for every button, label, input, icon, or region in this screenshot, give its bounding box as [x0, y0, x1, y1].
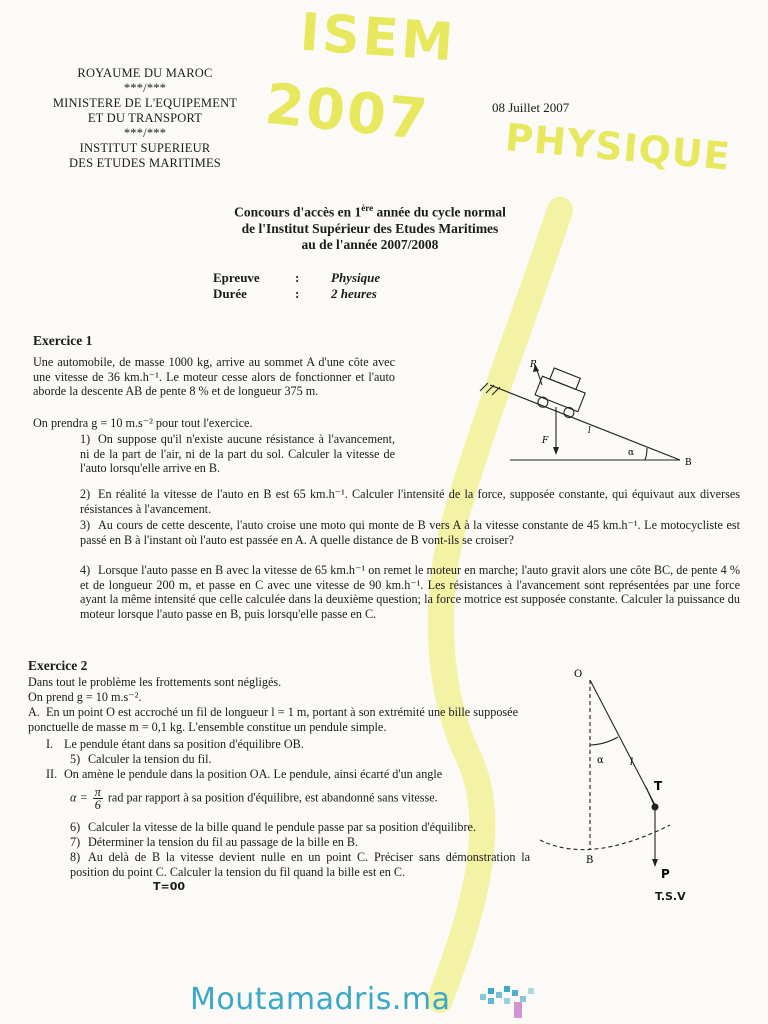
site-logo: Moutamadris.ma — [190, 982, 451, 1017]
question-3 — [80, 518, 740, 547]
contest-line2: de l'Institut Supérieur des Etudes Maritimes — [241, 220, 499, 236]
question-number: 3) — [80, 518, 91, 532]
section-i — [46, 737, 516, 752]
question-4 — [80, 563, 740, 621]
label-alpha: α — [628, 448, 635, 458]
epreuve-value: Physique — [331, 270, 381, 285]
pendulum-thread — [590, 680, 655, 805]
question-6 — [70, 820, 540, 835]
label-l: l — [630, 757, 634, 768]
contest-line1: Concours d'accès en 1 — [234, 204, 362, 220]
frac-numerator: π — [94, 785, 101, 799]
question-number: 5) — [70, 752, 81, 766]
alpha-rest: rad par rapport à sa position d'équilibre, est abandonné sans vitesse. — [107, 790, 438, 805]
label-l: l — [588, 426, 591, 436]
colon: : — [295, 286, 300, 301]
exercise1-g: On prendra g = 10 m.s⁻² pour tout l'exercice. — [33, 416, 253, 430]
incline-slope — [490, 385, 680, 460]
question-5 — [70, 752, 510, 767]
alpha-line — [70, 786, 530, 811]
header-line: DES ETUDES MARITIMES — [69, 156, 221, 170]
section-label: I. — [46, 737, 54, 751]
question-number: 4) — [80, 563, 91, 577]
figure-caption: T.S.V — [655, 890, 686, 903]
handwritten-subject: PHYSIQUE — [503, 115, 733, 179]
header-line: INSTITUT SUPERIEUR — [79, 141, 211, 155]
question-number: 7) — [70, 835, 81, 849]
header-separator: ***/*** — [123, 126, 167, 140]
section-ii — [46, 767, 526, 782]
header-line: ET DU TRANSPORT — [87, 111, 203, 125]
epreuve-label: Epreuve — [213, 270, 260, 285]
frac-denominator: 6 — [94, 798, 101, 812]
header-line: MINISTERE DE L'EQUIPEMENT — [52, 96, 238, 110]
exercise1-title: Exercice 1 — [33, 333, 93, 348]
exercise2-intro1: Dans tout le problème les frottements sont négligés. — [28, 675, 282, 689]
duree-value: 2 heures — [331, 286, 377, 301]
label-B: B — [685, 458, 692, 468]
handwritten-isem: ISEM — [298, 2, 458, 74]
label-F: F — [542, 436, 549, 446]
part-a-text: En un point O est accroché un fil de longueur l = 1 m, portant à son extrémité une bille supposée ponctuelle de masse m = 0,1 kg. L'ensemble constitue un pendule simple. — [28, 705, 518, 734]
contest-line1-end: année du cycle normal — [373, 204, 506, 220]
question-text: Au delà de B la vitesse devient nulle en un point C. Préciser sans démonstration la position du point C. Calculer la tension du fil quand la bille est en C. — [70, 850, 530, 879]
question-text: Calculer la vitesse de la bille quand le pendule passe par sa position d'équilibre. — [88, 820, 477, 834]
contest-sup: ère — [361, 203, 374, 213]
question-2 — [80, 487, 740, 516]
handwritten-year: 2007 — [262, 71, 432, 154]
trajectory-arc — [540, 825, 670, 850]
header-separator: ***/*** — [123, 81, 167, 95]
question-text: Calculer la tension du fil. — [88, 752, 212, 766]
exam-date: 08 Juillet 2007 — [492, 100, 570, 115]
part-label: A. — [28, 705, 40, 719]
question-text: Au cours de cette descente, l'auto croise une moto qui monte de B vers A à la vitesse constante de 45 km.h⁻¹. Le motocycliste est passé en B à l'instant où l'auto est passée en A. A quelle distance de B vont-ils se croiser? — [80, 518, 740, 547]
car-body — [532, 365, 590, 420]
exercise2-title: Exercice 2 — [28, 658, 88, 673]
header-line: ROYAUME DU MAROC — [77, 66, 213, 80]
alpha-equation: α = — [70, 790, 88, 805]
question-number: 6) — [70, 820, 81, 834]
hatching — [480, 383, 500, 395]
label-O: O — [574, 669, 583, 680]
contest-line3: au de l'année 2007/2008 — [301, 236, 439, 252]
contest-title — [190, 200, 550, 253]
section-text: On amène le pendule dans la position OA. Le pendule, ainsi écarté d'un angle — [64, 767, 443, 781]
exam-info — [213, 270, 380, 302]
label-P: P — [661, 867, 670, 881]
question-8 — [70, 850, 530, 879]
label-alpha: α — [597, 755, 604, 766]
handwritten-annotation: T=00 — [153, 880, 186, 893]
section-text: Le pendule étant dans sa position d'équilibre OB. — [64, 737, 304, 751]
question-number: 1) — [80, 432, 91, 446]
exercise1-intro: Une automobile, de masse 1000 kg, arrive au sommet A d'une côte avec une vitesse de 36 km.h⁻¹. Le moteur cesse alors de fonctionner et l'auto aborde la descente AB de pente 8 % et de longueur 375 m. — [33, 355, 395, 399]
exercise2-intro2: On prend g = 10 m.s⁻². — [28, 690, 142, 704]
question-text: On suppose qu'il n'existe aucune résistance à l'avancement, ni de la part de l'air, ni de la part du sol. Calculer la vitesse de l'auto lorsqu'elle arrive en B. — [80, 432, 395, 476]
logo-tiles-icon — [480, 984, 550, 1020]
label-T: T — [654, 779, 663, 793]
incline-figure — [470, 345, 730, 470]
pendulum-figure — [540, 665, 730, 895]
question-text: En réalité la vitesse de l'auto en B est 65 km.h⁻¹. Calculer l'intensité de la force, supposée constante, qui équivaut aux diverses résistances à l'avancement. — [80, 487, 740, 516]
part-a — [28, 705, 518, 734]
institution-header — [20, 66, 270, 171]
question-number: 2) — [80, 487, 91, 501]
label-B: B — [586, 855, 594, 866]
question-text: Lorsque l'auto passe en B avec la vitesse de 65 km.h⁻¹ on remet le moteur en marche; l'auto gravit alors une côte BC, de pente 4 % et de longueur 200 m, et passe en C avec une vitesse de 90 km.h⁻¹. Les résistances à l'avancement sont représentées par une force ayant la même intensité que celle calculée dans la deuxième question; la force motrice est supposée constante. Calculer la puissance du moteur lorsque l'auto passe en B, puis lorsqu'elle passe en C. — [80, 563, 740, 621]
pi-over-6 — [93, 786, 103, 811]
question-1 — [80, 432, 395, 476]
question-7 — [70, 835, 530, 850]
label-R: R — [530, 360, 537, 370]
question-text: Déterminer la tension du fil au passage de la bille en B. — [88, 835, 359, 849]
section-label: II. — [46, 767, 58, 781]
colon: : — [295, 270, 300, 285]
question-number: 8) — [70, 850, 81, 864]
duree-label: Durée — [213, 286, 247, 301]
